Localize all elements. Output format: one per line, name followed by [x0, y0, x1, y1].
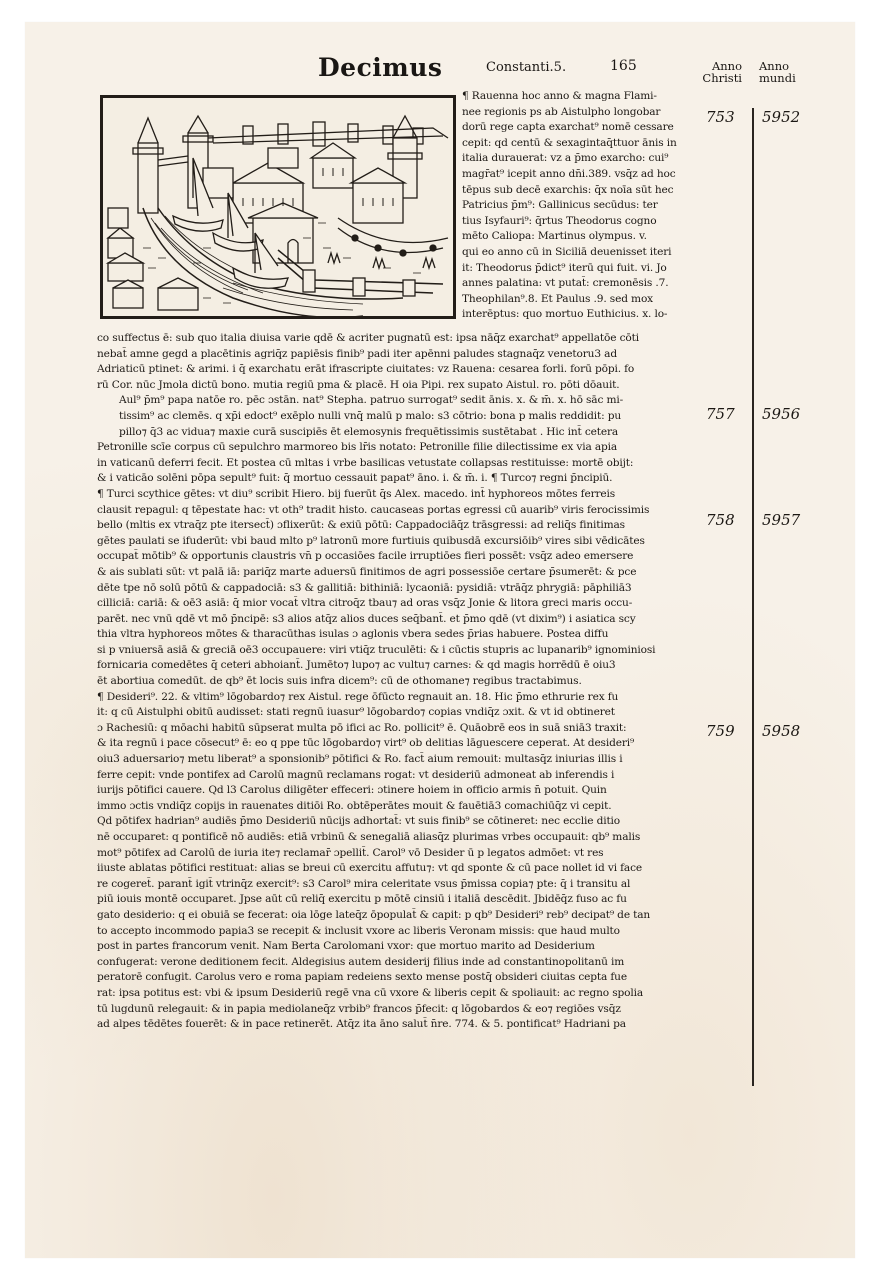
text-line: interēptus: quo mortuo Euthicius. x. lo- [462, 308, 668, 321]
text-line: ¶ Rauenna hoc anno & magna Flami- [462, 90, 657, 102]
text-line: cepit: qd centū & sexagintaq̄ttuor ānis in [462, 136, 677, 149]
text-line: qui eo anno cū in Siciliā deuenisset iteri [462, 245, 672, 258]
text-line: it: Theodorus p̄dict⁹ iterū qui fuit. vi. Jo [462, 261, 667, 274]
text-line: pillo⁊ q̄3 ac vidua⁊ maxie curā suscipiēs ēt elemosynis frequētissimis sustētabat . Hic int̄ cetera [119, 425, 619, 438]
year-mundi-5957: 5957 [762, 511, 801, 529]
text-line: ad alpes tēdētes fouerēt: & in pace retinerēt. Atq̄z ita āno salut̄ n̄re. 774. & 5. pontificat⁹ Hadriani pa [97, 1018, 626, 1031]
text-line: annes palatina: vt putat̄: cremonēsis .7. [462, 277, 669, 290]
text-line: parēt. nec vnū qdē vt mō p̄ncipē: s3 alios atq̄z alios duces seq̄bant̄. et p̄mo qdē (vt dixim⁹) i asiatica scy [97, 612, 636, 625]
text-line: si p vniuersā asiā & greciā oē3 occupauere: viri vtiq̄z truculēti: & i cūctis stupris ac lupanarib⁹ ignominiosi [97, 643, 656, 656]
text-line: bello (mltis ex vtraq̄z pte itersect̄) ɔflixerūt: & exiū pōtū: Cappadociāq̄z trāsgressi: ad reliq̄s finitimas [97, 519, 625, 532]
text-line: dēte tpe nō solū pōtū & cappadociā: s3 & gallitiā: bithiniā: lycaoniā: pysidiā: vtrāq̄z phrygiā: pāphiliā3 [97, 581, 632, 594]
text-line: cilliciā: cariā: & oē3 asiā: q̄ mior vocat̄ vltra citroq̄z tbau⁊ ad oras vsq̄z Jonie & litora greci maris occu- [97, 597, 633, 610]
text-line: ferre cepit: vnde pontifex ad Carolū magnū reclamans rogat: vt desideriū admoneat ab inferendis i [97, 768, 615, 781]
text-line: clausit repagul: q tēpestate hac: vt oth⁹ tradit histo. caucaseas portas egressi cū auarib⁹ viris ferocissimis [97, 503, 650, 516]
text-line: ēt abortiua comedūt. de qb⁹ ēt locis suis infra dicem⁹: cū de othomane⁊ regibus tractabimus. [97, 675, 582, 688]
year-mundi-5956: 5956 [762, 405, 801, 423]
text-line: confugerat: verone deditionem fecit. Aldegisius autem desiderij filius inde ad constantinopolitanū im [97, 955, 625, 968]
text-line: in vaticanū deferri fecit. Et postea cū mltas i vrbe basilicas vetustate collapsas restituisse: mortē obijt: [97, 456, 634, 469]
text-line: dorū rege capta exarchat⁹ nomē cessare [462, 121, 674, 134]
text-line: italia durauerat: vz a p̄mo exarcho: cui⁹ [462, 152, 669, 165]
anno-mundi-heading: Anno mundi [759, 59, 796, 85]
text-line: to accepto incommodo papia3 se recepit & inclusit vxore ac liberis Veronam missis: que haud multo [97, 924, 620, 937]
text-line: co suffectus ē: sub quo italia diuisa varie qdē & acriter pugnatū est: ipsa nāq̄z exarchat⁹ appellatōe cōti [97, 332, 639, 344]
text-line: oiu3 aduersario⁊ metu liberat⁹ a sponsionib⁹ pōtifici & Ro. fact̄ aium remouit: multasq̄z iniurias illis i [97, 753, 623, 766]
text-line: & i vaticāo solēni pōpa sepult⁹ fuit: q̄ mortuo cessauit papat⁹ āno. i. & m̄. i. ¶ Turco⁊ regni p̄ncipiū. [97, 472, 613, 485]
text-line: ɔ Rachesiū: q mōachi habitū sūpserat multa pō ifici ac Ro. pollicit⁹ ē. Quāobrē eos in suā sniā3 traxit: [97, 721, 627, 734]
column-divider-rule [752, 108, 754, 1086]
text-line: immo ɔctis vndiq̄z copijs in rauenates ditiōi Ro. obtēperātes mouit & fauētiā3 comachiūq̄z vi cepit. [97, 799, 612, 812]
text-line: gētes paulati se ifuderūt: vbi baud mlto p⁹ latronū more furtiuis quibusdā excursiōib⁹ vires sibi vēdicātes [97, 534, 645, 547]
year-mundi-5952: 5952 [762, 108, 801, 126]
text-line: fornicaria comedētes q̄ ceteri abhoiant̄. Jumēto⁊ lupo⁊ ac vultu⁊ carnes: & qd magis horrēdū ē oiu3 [97, 659, 616, 672]
text-line: nebat̄ amne gegd a placētinis agriq̄z papiēsis finib⁹ padi iter apēnni paludes stagnaq̄z venetoru3 ad [97, 347, 617, 360]
text-line: Petronille scīe corpus cū sepulchro marmoreo bis lr̄is notato: Petronille filie dilectissime ex via apia [97, 441, 618, 454]
text-line: occupat̄ mōtib⁹ & opportunis claustris vn̄ p occasiōes facile irruptiōes fieri possēt: vsq̄z adeo emersere [97, 550, 634, 563]
text-line: & ais sublati sūt: vt palā iā: pariq̄z marte aduersū finitimos de agri possessiōe certare p̄sumerēt: & pce [97, 565, 637, 578]
running-title: Decimus [318, 53, 443, 82]
text-line: ¶ Desideri⁹. 22. & vltim⁹ lōgobardo⁊ rex Aistul. rege ōfūcto regnauit an. 18. Hic p̄mo ethrurie rex fu [97, 690, 619, 703]
text-line: Adriaticū ptinet: & arimi. i q̄ exarchatu erāt ifrascripte ciuitates: vz Rauena: cesarea forli. forū pōpi. fo [97, 363, 635, 376]
year-christi-759: 759 [706, 722, 735, 740]
year-christi-753: 753 [706, 108, 735, 126]
text-line: mēto Caliopa: Martinus olympus. v. [462, 230, 647, 243]
text-line: & ita regnū i pace cōsecut⁹ ē: eo q ppe tūc lōgobardo⁊ virt⁹ ob delitias lāguescere ceperat. At desideri⁹ [97, 737, 635, 750]
year-mundi-5958: 5958 [762, 722, 801, 740]
text-line: iurijs pōtifici cauere. Qd l3 Carolus diligēter effeceri: ɔtinere hoiem in officio armis n̄ potuit. Quin [97, 784, 607, 797]
text-line: post in partes francorum venit. Nam Berta Carolomani vxor: que mortuo marito ad Desiderium [97, 940, 595, 953]
text-line: Patricius p̄m⁹: Gallinicus secūdus: ter [462, 199, 658, 212]
ravenna-city-view-icon [103, 98, 453, 316]
year-christi-757: 757 [706, 405, 735, 423]
text-line: thia vltra hyphoreos mōtes & tharacūthas isulas ɔ aglonis vbera sedes p̄rias habuere. Postea diffu [97, 628, 609, 641]
text-line: nee regionis ps ab Aistulpho longobar [462, 105, 661, 118]
text-line: it: q cū Aistulphi obitū audisset: stati regnū iuasur⁹ lōgobardo⁊ copias vndiq̄z ɔxit. & vt id obtineret [97, 706, 615, 719]
city-woodcut-illustration [100, 95, 456, 319]
text-line: Aul⁹ p̄m⁹ papa natōe ro. pēc ɔstān. nat⁹ Stepha. patruo surrogat⁹ sedit ānis. x. & m̄. x. hō sāc mi- [119, 394, 624, 407]
text-line: tius Isyfauri⁹: q̄rtus Theodorus cogno [462, 214, 657, 227]
text-line: re cogeret̄. parant̄ igit̄ vtrinq̄z exercit⁹: s3 Carol⁹ mira celeritate vsus p̄missa copia⁊ pte: q̄ i transitu al [97, 877, 631, 890]
text-line: iiuste ablatas pōtifici restituat: alias se breui cū exercitu affutu⁊: vt qd sponte & cū pace nollet id vi face [97, 862, 643, 875]
column-text-beside-woodcut [462, 89, 747, 323]
reign-reference: Constanti.5. [486, 60, 567, 75]
year-christi-758: 758 [706, 511, 735, 529]
text-line: tēpus sub decē exarchis: q̄x noīa sūt hec [462, 183, 674, 196]
text-line: tū lugdunū relegauit: & in papia mediolaneq̄z vrbib⁹ francos p̄fecit: q lōgobardos & eo⁊ regiōes vsq̄z [97, 1002, 621, 1015]
text-line: Theophilan⁹.8. Et Paulus .9. sed mox [462, 292, 654, 305]
text-line: piū iouis montē occuparet. Jpse aūt cū reliq̄ exercitu p mōtē cinsiū i italiā descēdit. Jbidēq̄z fuso ac fu [97, 893, 627, 906]
text-line: mot⁹ pōtifex ad Carolū de iuria ite⁊ reclamar̄ ɔpellit̄. Carol⁹ vō Desider ū p legatos admōet: vt res [97, 846, 604, 859]
text-line: Qd pōtifex hadrian⁹ audiēs p̄mo Desideriū nūcijs adhortat̄: vt suis finib⁹ se cōtineret: nec ecclie ditio [97, 815, 621, 828]
text-line: rat: ipsa potitus est: vbi & ipsum Desideriū regē vna cū vxore & liberis cepit & spoliauit: ac regno spolia [97, 986, 644, 999]
text-line: nē occuparet: q pontificē nō audiēs: etiā vrbinū & senegaliā aliasq̄z plurimas vrbes occupauit: qb⁹ malis [97, 831, 641, 843]
text-line: gato desiderio: q ei obuiā se fecerat: oia lōge lateq̄z ōpopulat̄ & capit: p qb⁹ Desideri⁹ reb⁹ decipat⁹ de tan [97, 908, 651, 921]
body-text [97, 331, 737, 1033]
text-line: rū Cor. nūc Jmola dictū bono. mutia regiū pma & placē. H oia Pipi. rex supato Aistul. ro. pōti dōauit. [97, 378, 620, 391]
text-line: magr̄at⁹ icepit anno dn̄i.389. vsq̄z ad hoc [462, 167, 676, 180]
anno-christi-heading: Anno Christi [702, 59, 742, 85]
folio-number: 165 [610, 58, 637, 74]
text-line: tissim⁹ ac clemēs. q xp̄i edoct⁹ exēplo nulli vnq̄ malū p malo: s3 cōtrio: bona p malis reddidit: pu [119, 409, 622, 422]
text-line: peratorē confugit. Carolus vero e roma papiam redeiens sexto mense postq̄ obsideri ciuitas cepta fue [97, 971, 627, 984]
text-line: ¶ Turci scythice gētes: vt diu⁹ scribit Hiero. bij fuerūt q̄s Alex. macedo. int̄ hyphoreos mōtes ferreis [97, 487, 616, 500]
